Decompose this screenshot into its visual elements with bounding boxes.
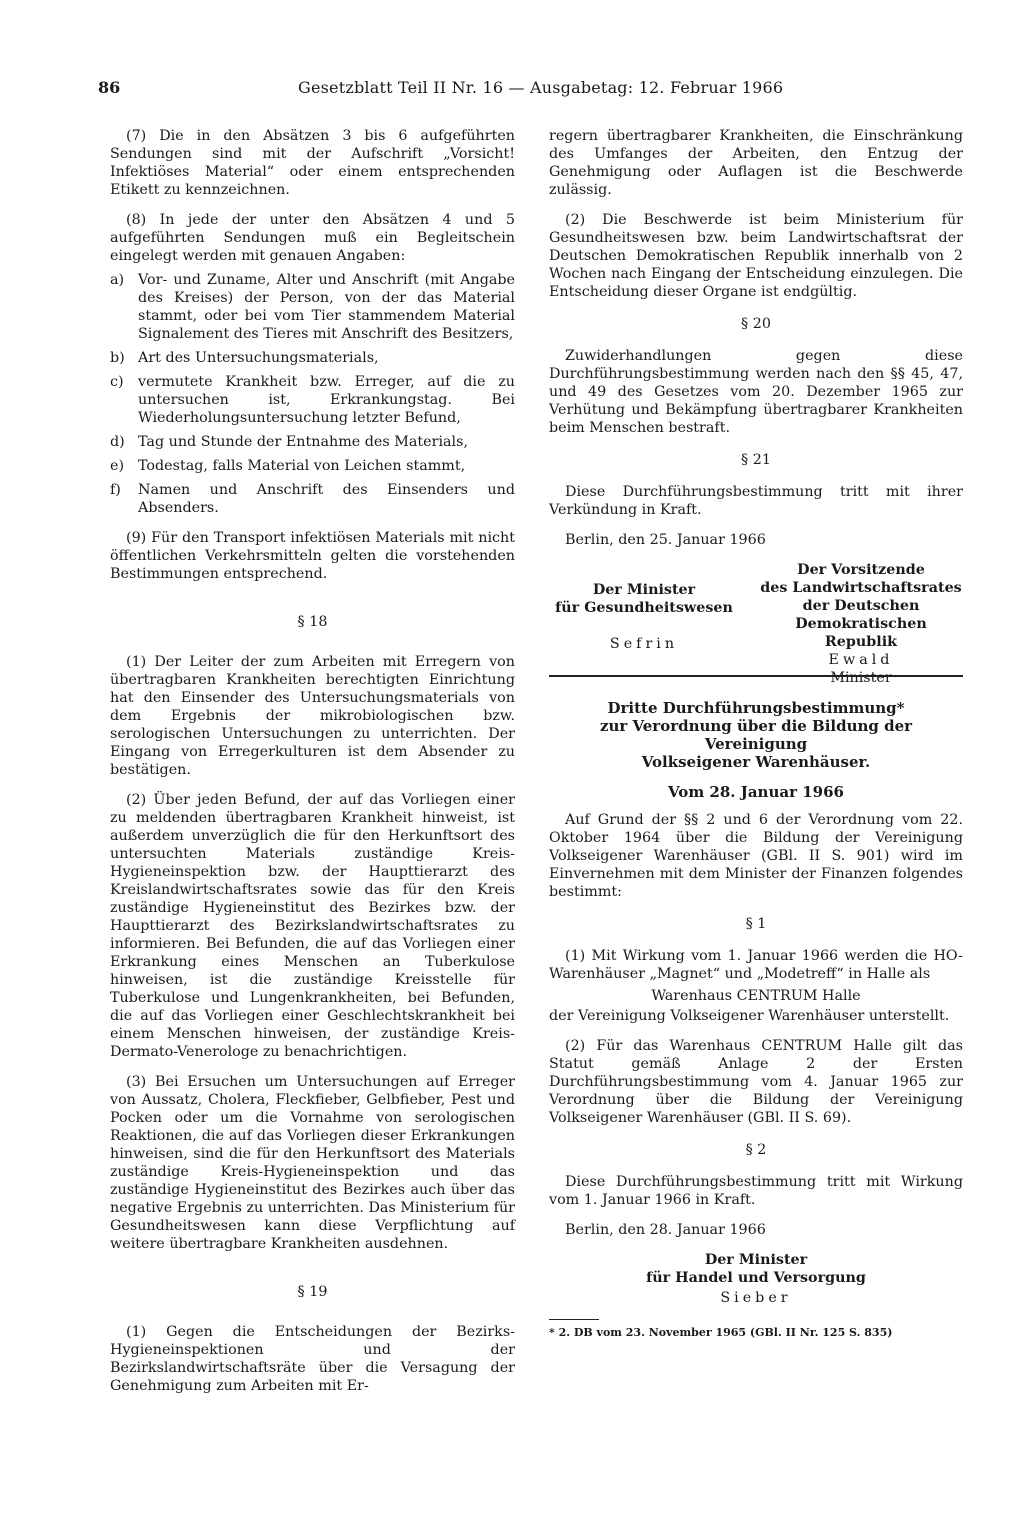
signatory-title: Der Minister	[592, 582, 696, 598]
section-heading-21: § 21	[741, 452, 771, 468]
section-19-paragraph-2: (2) Die Beschwerde ist beim Ministerium für Gesundheitswesen bzw. beim Landwirtschaftsrat der Deutschen Demokratischen Republik innerhalb von 2 Wochen nach Eingang der Entscheidung einzulegen. Die Entscheidung dieser Organe ist endgültig.	[549, 212, 963, 300]
signatory-title: der Deutschen	[802, 598, 920, 614]
details-list	[110, 271, 515, 517]
signing-date: Berlin, den 25. Januar 1966	[565, 532, 766, 548]
section-2-paragraph: Diese Durchführungsbestimmung tritt mit Wirkung vom 1. Januar 1966 in Kraft.	[549, 1174, 963, 1208]
section-heading-18: § 18	[297, 614, 328, 630]
list-item	[110, 271, 515, 343]
list-item	[110, 373, 515, 427]
list-item-text: vermutete Krankheit bzw. Erreger, auf die zu untersuchen ist, Erkrankungstag. Bei Wiederholungsuntersuchung letzter Befund,	[138, 374, 515, 426]
footnote-rule	[549, 1319, 599, 1320]
signatory-title: Demokratischen Republik	[795, 616, 927, 650]
list-item	[110, 457, 515, 475]
section-heading-1: § 1	[745, 916, 767, 932]
signatory-title: für Handel und Versorgung	[646, 1270, 866, 1286]
list-item-text: Todestag, falls Material von Leichen stammt,	[138, 458, 466, 474]
section-1-text-a: (1) Mit Wirkung vom 1. Januar 1966 werden die HO-Warenhäuser „Magnet“ und „Modetreff“ in Halle als	[549, 948, 963, 982]
signatory-name: Ewald	[828, 652, 894, 668]
section-19-paragraph-1: (1) Gegen die Entscheidungen der Bezirks-Hygieneinspektionen und der Bezirkslandwirtschaftsräte über die Versagung der Genehmigung zum Arbeiten mit Er-	[110, 1324, 515, 1394]
page-number: 86	[98, 78, 121, 97]
document-title	[549, 699, 963, 771]
section-1-text-c: der Vereinigung Volkseigener Warenhäuser unterstellt.	[549, 1008, 950, 1024]
preamble: Auf Grund der §§ 2 und 6 der Verordnung vom 22. Oktober 1964 über die Bildung der Vereinigung Volkseigener Warenhäuser (GBl. II S. 901) wird im Einvernehmen mit dem Minister der Finanzen folgendes bestimmt:	[549, 812, 963, 900]
signatory-name: Sefrin	[609, 636, 679, 652]
list-item-label: d)	[110, 434, 125, 450]
section-19-continuation: regern übertragbarer Krankheiten, die Einschränkung des Umfanges der Arbeiten, den Entzug der Genehmigung oder Auflagen ist die Beschwerde zulässig.	[549, 128, 963, 198]
list-item-text: Art des Untersuchungsmaterials,	[138, 350, 379, 366]
list-item-text: Vor- und Zuname, Alter und Anschrift (mit Angabe des Kreises) der Person, von der das Material stammt, oder bei vom Tier stammendem Material Signalement des Tieres mit Anschrift des Besitzers,	[138, 272, 515, 342]
paragraph-9: (9) Für den Transport infektiösen Materials mit nicht öffentlichen Verkehrsmitteln gelten die vorstehenden Bestimmungen entsprechend.	[110, 530, 515, 582]
signatory-title: Der Minister	[704, 1252, 808, 1268]
section-18-paragraph-3: (3) Bei Ersuchen um Untersuchungen auf Erreger von Aussatz, Cholera, Fleckfieber, Gelbfieber, Pest und Pocken oder um die Vornahme von serologischen Reaktionen, die auf das Vorliegen dieser Erkrankungen hinweisen, sind die für den Herkunftsort des Materials zuständige Kreis-Hygieneinspektion und das zuständige Hygieneinstitut des Bezirkes auch über das negative Ergebnis zu unterrichten. Das Ministerium für Gesundheitswesen kann diese Verpflichtung auf weitere übertragbare Krankheiten ausdehnen.	[110, 1074, 515, 1252]
paragraph-7: (7) Die in den Absätzen 3 bis 6 aufgeführten Sendungen sind mit der Aufschrift „Vorsicht! Infektiöses Material“ oder einem entsprechenden Etikett zu kennzeichnen.	[110, 128, 515, 198]
section-18-paragraph-2: (2) Über jeden Befund, der auf das Vorliegen einer zu meldenden übertragbaren Krankheit hinweist, ist außerdem unverzüglich die für den Herkunftsort des untersuchten Materials zuständige Kreis-Hygieneinspektion bzw. der Haupttierarzt des Kreislandwirtschaftsrates sowie das für den Kreis zuständige Hygieneinstitut des Bezirkes bzw. der Haupttierarzt des Bezirkslandwirtschaftsrates zu informieren. Bei Befunden, die auf das Vorliegen einer Erkrankung eines Menschen an Tuberkulose hinweisen, ist die zuständige Kreisstelle für Tuberkulose und Lungenkrankheiten, bei Befunden, die auf das Vorliegen einer Geschlechtskrankheit bei einem Menschen hinweisen, der zuständige Kreis-Dermato-Venerologe zu benachrichtigen.	[110, 792, 515, 1060]
signature-trade-minister	[549, 1251, 963, 1307]
title-line-3: Volkseigener Warenhäuser.	[641, 753, 871, 771]
list-item-label: a)	[110, 272, 125, 288]
page-header	[98, 78, 962, 106]
signatory-title: Der Vorsitzende	[797, 562, 925, 578]
section-20-paragraph: Zuwiderhandlungen gegen diese Durchführungsbestimmung werden nach den §§ 45, 47, und 49 des Gesetzes vom 20. Dezember 1965 zur Verhütung und Bekämpfung übertragbarer Krankheiten beim Menschen bestraft.	[549, 348, 963, 436]
title-line-1: Dritte Durchführungsbestimmung*	[607, 699, 905, 717]
right-column	[549, 127, 963, 1342]
section-heading-20: § 20	[741, 316, 771, 332]
signature-agriculture-chair	[759, 561, 963, 687]
list-item-label: e)	[110, 458, 125, 474]
section-1-paragraph-2: (2) Für das Warenhaus CENTRUM Halle gilt das Statut gemäß Anlage 2 der Ersten Durchführungsbestimmung vom 4. Januar 1965 zur Verordnung über die Bildung der Vereinigung Volkseigener Warenhäuser (GBl. II S. 69).	[549, 1038, 963, 1126]
list-item-text: Namen und Anschrift des Einsenders und Absenders.	[138, 482, 515, 516]
list-item	[110, 433, 515, 451]
section-heading-19: § 19	[297, 1284, 328, 1300]
left-column	[110, 127, 515, 1407]
list-item-text: Tag und Stunde der Entnahme des Materials,	[138, 434, 469, 450]
signatory-name: Sieber	[720, 1290, 792, 1306]
list-item-label: c)	[110, 374, 124, 390]
signature-block	[549, 561, 963, 686]
signatory-role: Minister	[830, 670, 892, 686]
footnote: * 2. DB vom 23. November 1965 (GBl. II Nr. 125 S. 835)	[549, 1326, 893, 1339]
list-item	[110, 481, 515, 517]
section-heading-2: § 2	[745, 1142, 767, 1158]
section-1-paragraph-1	[549, 947, 963, 983]
document-date: Vom 28. Januar 1966	[668, 783, 844, 801]
section-18-paragraph-1: (1) Der Leiter der zum Arbeiten mit Erregern von übertragbaren Krankheiten berechtigten Einrichtung hat den Einsender des Untersuchungsmaterials von dem Ergebnis der mikrobiologischen bzw. serologischen Untersuchungen zu unterrichten. Der Eingang von Erregerkulturen ist dem Absender zu bestätigen.	[110, 654, 515, 778]
signature-health-minister	[549, 581, 739, 653]
running-head: Gesetzblatt Teil II Nr. 16 — Ausgabetag: 12. Februar 1966	[298, 78, 784, 97]
list-item-label: f)	[110, 482, 121, 498]
title-line-2: zur Verordnung über die Bildung der Vereinigung	[599, 717, 913, 753]
signing-date-2: Berlin, den 28. Januar 1966	[565, 1222, 766, 1238]
paragraph-8: (8) In jede der unter den Absätzen 4 und 5 aufgeführten Sendungen muß ein Begleitschein eingelegt werden mit genauen Angaben:	[110, 212, 515, 264]
signatory-title: des Landwirtschaftsrates	[760, 580, 962, 596]
section-21-paragraph: Diese Durchführungsbestimmung tritt mit ihrer Verkündung in Kraft.	[549, 484, 963, 518]
store-name: Warenhaus CENTRUM Halle	[651, 988, 861, 1004]
signatory-title: für Gesundheitswesen	[555, 600, 733, 616]
list-item-label: b)	[110, 350, 125, 366]
list-item	[110, 349, 515, 367]
